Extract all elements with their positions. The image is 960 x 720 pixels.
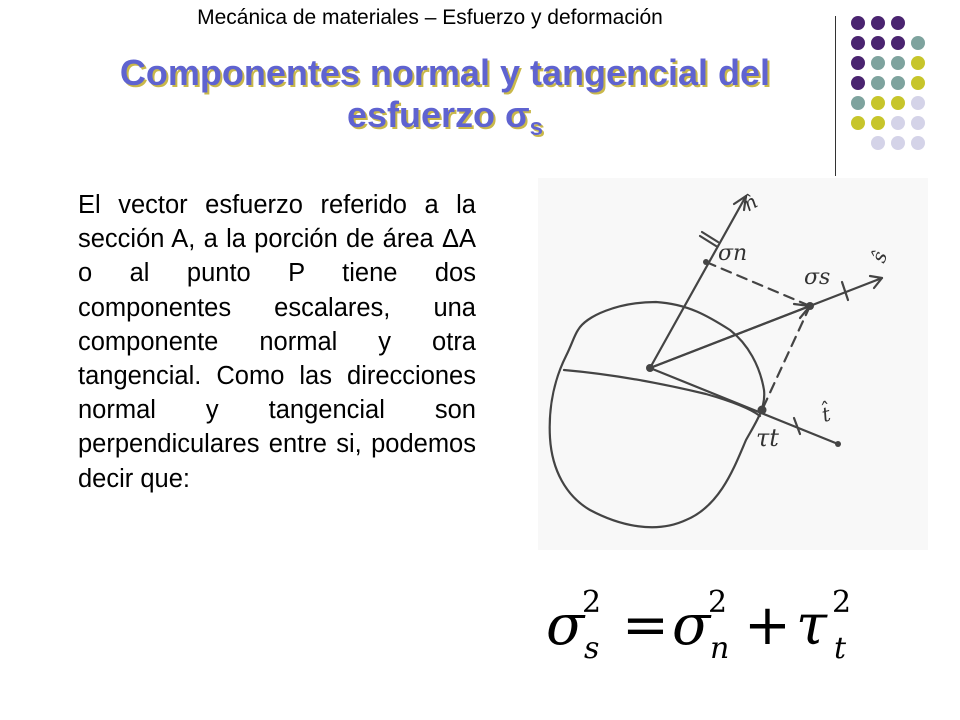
sigma-s-endpoint bbox=[806, 302, 814, 310]
decor-dot bbox=[871, 56, 885, 70]
eq-sigma-s-sup: 2 bbox=[582, 585, 602, 620]
decor-dot bbox=[871, 136, 885, 150]
decor-dot bbox=[891, 56, 905, 70]
label-s-hat: ŝ bbox=[866, 247, 893, 266]
decor-dot bbox=[891, 96, 905, 110]
body-paragraph: El vector esfuerzo referido a la sección A, a la porción de área ΔA o al punto P tiene dos componentes escalares, una componente normal y otra tangencial. Como las direcciones normal y tangencial son perpendiculares entre si, podemos decir que: bbox=[78, 191, 476, 493]
point-P bbox=[646, 364, 654, 372]
decor-dot bbox=[871, 16, 885, 30]
eq-plus: + bbox=[744, 593, 791, 658]
eq-sigma-s-sub: s bbox=[584, 631, 600, 666]
decor-dot bbox=[851, 16, 865, 30]
decor-dot bbox=[851, 96, 865, 110]
decor-dot bbox=[911, 96, 925, 110]
label-n-hat: n̂ bbox=[738, 189, 762, 217]
tau-t-endpoint bbox=[758, 406, 767, 415]
decor-dot bbox=[911, 136, 925, 150]
decor-dot bbox=[871, 96, 885, 110]
eq-tau-t-sub: t bbox=[834, 631, 847, 666]
stress-vector-diagram bbox=[538, 178, 928, 550]
title-line-2-text: esfuerzo σ bbox=[346, 94, 530, 135]
decor-dot bbox=[851, 116, 865, 130]
decor-dot bbox=[891, 16, 905, 30]
decor-dot bbox=[911, 76, 925, 90]
label-t-hat: t̂ bbox=[819, 401, 834, 427]
label-sigma-s: σs bbox=[804, 265, 831, 290]
decor-dot bbox=[871, 36, 885, 50]
decor-dot bbox=[911, 56, 925, 70]
eq-sigma-s: σ bbox=[546, 593, 585, 658]
label-tau-t: τt bbox=[756, 424, 779, 452]
title-subscript: s bbox=[529, 114, 544, 142]
eq-sigma-n: σ bbox=[672, 593, 711, 658]
eq-sigma-n-sup: 2 bbox=[708, 585, 728, 620]
t-axis-end-dot bbox=[835, 441, 841, 447]
decor-dot bbox=[871, 76, 885, 90]
slide-title bbox=[40, 52, 850, 149]
figure-background bbox=[538, 178, 928, 550]
title-line-2 bbox=[40, 94, 850, 149]
eq-equals: = bbox=[622, 593, 669, 658]
stress-equation bbox=[540, 578, 880, 670]
slide-header: Mecánica de materiales – Esfuerzo y deformación bbox=[197, 6, 663, 29]
eq-tau-t-sup: 2 bbox=[832, 585, 852, 620]
decor-dot bbox=[891, 36, 905, 50]
decor-dot bbox=[911, 36, 925, 50]
eq-tau-t: τ bbox=[796, 593, 827, 658]
sigma-n-endpoint bbox=[703, 259, 709, 265]
decor-dot bbox=[891, 76, 905, 90]
label-sigma-n: σn bbox=[718, 241, 748, 266]
decor-dot bbox=[851, 56, 865, 70]
decor-dot bbox=[911, 116, 925, 130]
decor-dot bbox=[851, 36, 865, 50]
decor-dot bbox=[891, 136, 905, 150]
decor-dot bbox=[891, 116, 905, 130]
decor-dot bbox=[851, 76, 865, 90]
eq-sigma-n-sub: n bbox=[710, 631, 730, 666]
title-line-1: Componentes normal y tangencial del bbox=[119, 52, 771, 93]
decor-dot bbox=[871, 116, 885, 130]
